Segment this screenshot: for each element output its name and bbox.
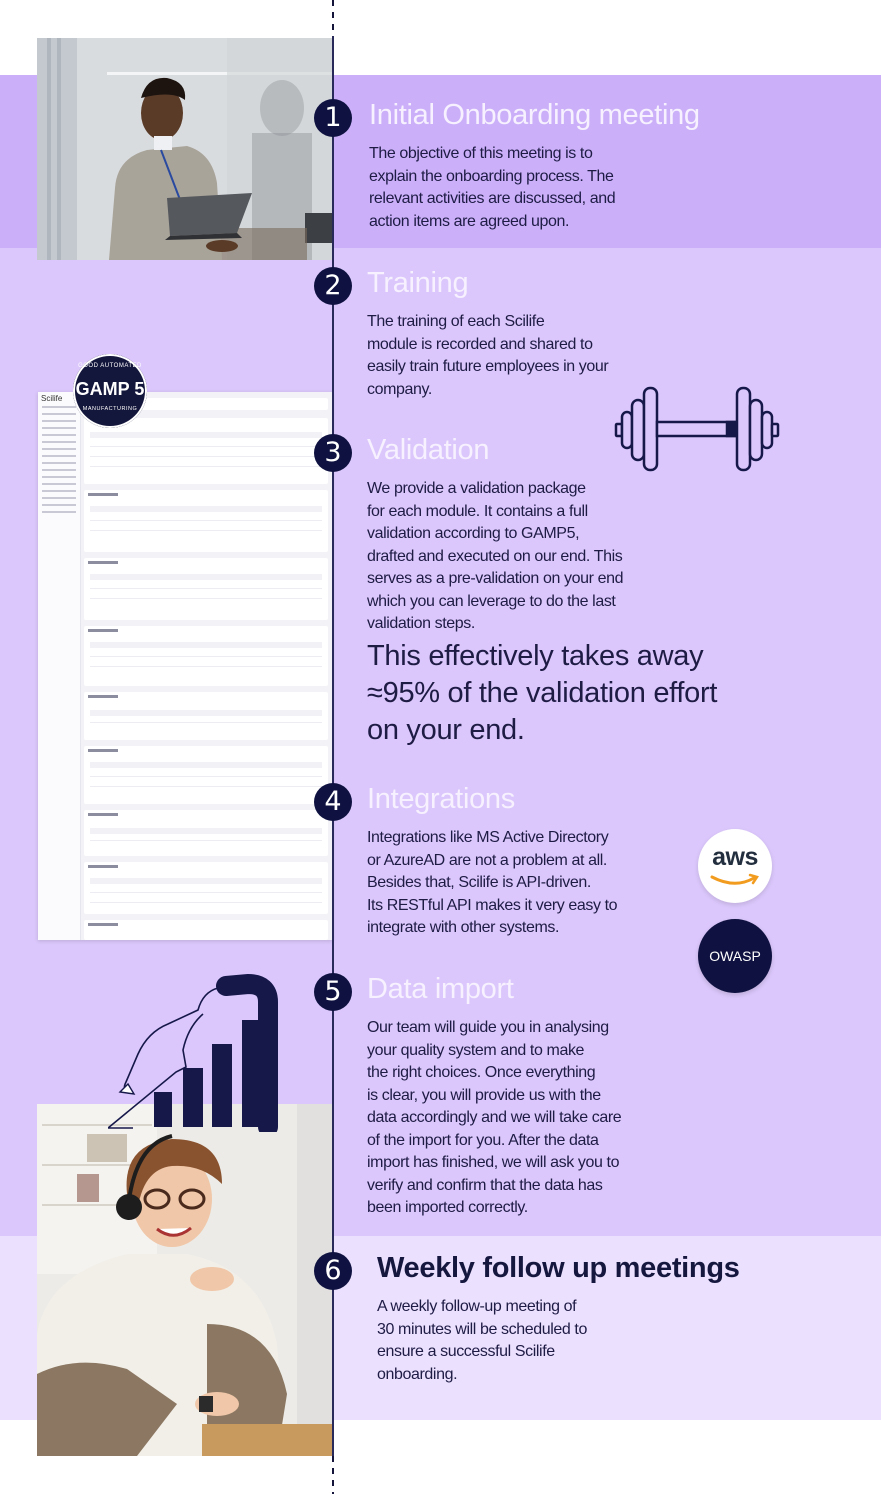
timeline-dashed-top	[332, 0, 334, 36]
timeline-dashed-bottom	[332, 1456, 334, 1494]
step-description-5: Our team will guide you in analysing your quality system and to make the right choices. Once everything is clear, you will provide us with the data accordingly and we will take care of the import for you. After the data import has finished, we will ask you to verify and confirm that the data has been imported correctly.	[367, 1019, 622, 1216]
app-sidebar	[38, 392, 81, 940]
step-title-2: Training	[367, 267, 469, 299]
photo-woman-with-headset	[37, 1104, 332, 1456]
step-number-1: 1	[314, 99, 352, 137]
step-description-4: Integrations like MS Active Directory or AzureAD are not a problem at all. Besides that, Scilife is API-driven. Its RESTful API makes it very easy to integrate with other systems.	[367, 829, 618, 936]
step-title-4: Integrations	[367, 783, 515, 815]
step-number-5: 5	[314, 973, 352, 1011]
step-number-6: 6	[314, 1252, 352, 1290]
step-title-6: Weekly follow up meetings	[377, 1252, 740, 1284]
step-description-6: A weekly follow-up meeting of 30 minutes will be scheduled to ensure a successful Scilife onboarding.	[377, 1298, 587, 1383]
step-number-2: 2	[314, 267, 352, 305]
owasp-logo: OWASP	[698, 919, 772, 993]
timeline-line	[332, 36, 334, 1456]
step-description-3: We provide a validation package for each module. It contains a full validation according to GAMP5, drafted and executed on our end. This serves as a pre-validation on your end which you can leverage to do the last validation steps.	[367, 480, 624, 632]
validation-highlight: This effectively takes away ≈95% of the validation effort on your end.	[367, 640, 718, 746]
step-title-5: Data import	[367, 973, 514, 1005]
step-number-3: 3	[314, 434, 352, 472]
step-title-1: Initial Onboarding meeting	[369, 99, 700, 131]
step-number-4: 4	[314, 783, 352, 821]
gamp5-badge: GOOD AUTOMATED GAMP 5 MANUFACTURING	[73, 354, 147, 428]
step-description-2: The training of each Scilife module is recorded and shared to easily train future employees in your company.	[367, 313, 609, 398]
growth-chart-illustration	[108, 972, 298, 1132]
aws-logo: aws	[698, 829, 772, 903]
photo-man-with-laptop	[37, 38, 332, 260]
step-description-1: The objective of this meeting is to explain the onboarding process. The relevant activities are discussed, and action items are agreed upon.	[369, 145, 616, 230]
app-brand: Scilife	[41, 394, 63, 403]
step-title-3: Validation	[367, 434, 490, 466]
scilife-app-screenshot	[38, 392, 332, 940]
